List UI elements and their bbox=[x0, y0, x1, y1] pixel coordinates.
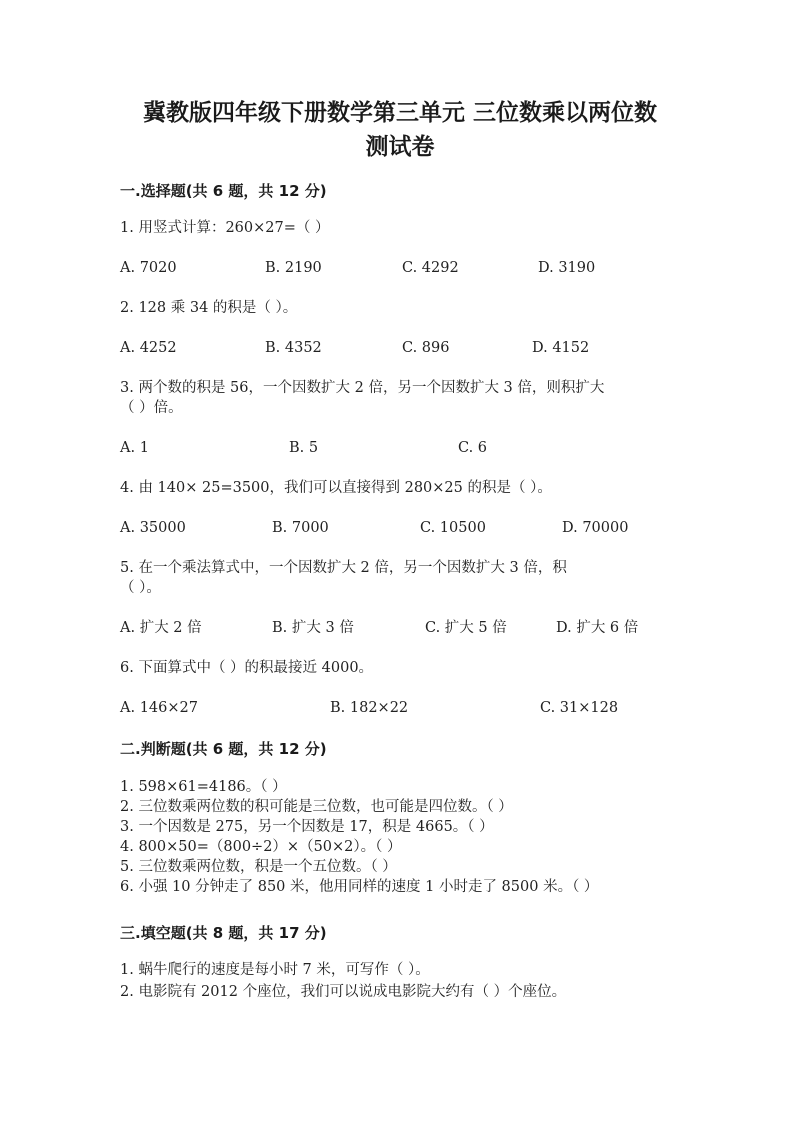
option-5c: C. 扩大 5 倍 bbox=[425, 620, 507, 636]
option-1c: C. 4292 bbox=[402, 260, 459, 276]
question-5-continued: （ ）。 bbox=[120, 580, 161, 596]
question-3-continued: （ ）倍。 bbox=[120, 400, 183, 416]
question-6: 6. 下面算式中（ ）的积最接近 4000。 bbox=[120, 660, 374, 676]
tf-item-4: 4. 800×50=（800÷2）×（50×2）。（ ） bbox=[120, 839, 402, 855]
option-3c: C. 6 bbox=[458, 440, 488, 456]
tf-item-3: 3. 一个因数是 275，另一个因数是 17，积是 4665。（ ） bbox=[120, 819, 494, 835]
section-heading-choice: 一.选择题(共 6 题，共 12 分) bbox=[120, 182, 327, 200]
tf-item-1: 1. 598×61=4186。（ ） bbox=[120, 779, 287, 795]
option-2a: A. 4252 bbox=[120, 340, 177, 356]
option-1a: A. 7020 bbox=[120, 260, 177, 276]
option-5d: D. 扩大 6 倍 bbox=[556, 620, 639, 636]
question-5: 5. 在一个乘法算式中，一个因数扩大 2 倍，另一个因数扩大 3 倍，积 bbox=[120, 560, 567, 576]
section-heading-true-false: 二.判断题(共 6 题，共 12 分) bbox=[120, 740, 327, 758]
option-1d: D. 3190 bbox=[538, 260, 596, 276]
tf-item-5: 5. 三位数乘两位数，积是一个五位数。（ ） bbox=[120, 859, 397, 875]
option-4c: C. 10500 bbox=[420, 520, 486, 536]
option-5a: A. 扩大 2 倍 bbox=[120, 620, 202, 636]
option-3a: A. 1 bbox=[120, 440, 149, 456]
tf-item-6: 6. 小强 10 分钟走了 850 米，他用同样的速度 1 小时走了 8500 米。（ ） bbox=[120, 879, 599, 895]
option-3b: B. 5 bbox=[289, 440, 319, 456]
option-2c: C. 896 bbox=[402, 340, 450, 356]
tf-item-2: 2. 三位数乘两位数的积可能是三位数，也可能是四位数。（ ） bbox=[120, 799, 513, 815]
option-4a: A. 35000 bbox=[120, 520, 186, 536]
option-6b: B. 182×22 bbox=[330, 700, 409, 716]
option-6c: C. 31×128 bbox=[540, 700, 619, 716]
fill-item-1: 1. 蜗牛爬行的速度是每小时 7 米，可写作（ ）。 bbox=[120, 962, 430, 978]
question-1: 1. 用竖式计算：260×27=（ ） bbox=[120, 220, 330, 236]
question-3: 3. 两个数的积是 56，一个因数扩大 2 倍，另一个因数扩大 3 倍，则积扩大 bbox=[120, 380, 605, 396]
question-4: 4. 由 140× 25=3500，我们可以直接得到 280×25 的积是（ ）。 bbox=[120, 480, 552, 496]
fill-item-2: 2. 电影院有 2012 个座位，我们可以说成电影院大约有（ ）个座位。 bbox=[120, 984, 567, 1000]
option-5b: B. 扩大 3 倍 bbox=[272, 620, 354, 636]
option-4b: B. 7000 bbox=[272, 520, 329, 536]
option-2b: B. 4352 bbox=[265, 340, 322, 356]
option-6a: A. 146×27 bbox=[120, 700, 198, 716]
page-title-line1: 冀教版四年级下册数学第三单元 三位数乘以两位数 bbox=[142, 100, 657, 126]
question-2: 2. 128 乘 34 的积是（ ）。 bbox=[120, 300, 298, 316]
page-title-line2: 测试卷 bbox=[365, 134, 435, 160]
section-heading-fill-blank: 三.填空题(共 8 题，共 17 分) bbox=[120, 924, 327, 942]
option-2d: D. 4152 bbox=[532, 340, 590, 356]
option-1b: B. 2190 bbox=[265, 260, 322, 276]
option-4d: D. 70000 bbox=[562, 520, 629, 536]
